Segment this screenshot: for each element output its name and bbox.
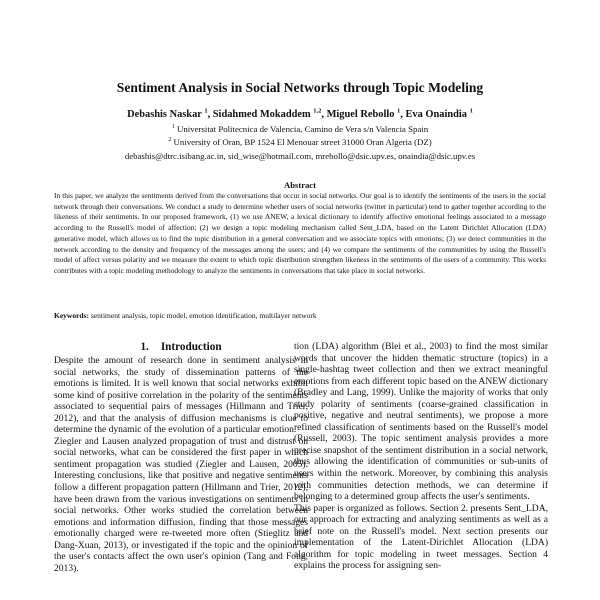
affiliation-text: Universitat Politecnica de Valencia, Camino de Vera s/n Valencia Spain [177,124,429,134]
abstract-heading: Abstract [284,180,316,190]
section-title: Introduction [160,341,222,353]
author-affiliation-mark: 1 [204,107,208,115]
author-affiliation-mark: 1 [397,107,401,115]
author-emails: debashis@dtrc.isibang.ac.in, sid_wise@hotmail.com, mrebollo@dsic.upv.es, onaindia@dsic.upv.es [124,151,476,161]
paper-title: Sentiment Analysis in Social Networks through Topic Modeling [116,80,484,95]
author-affiliation-mark: 1 [469,107,473,115]
abstract-text: In this paper, we analyze the sentiments derived from the conversations that occur in social networks. Our goal is to identify the sentiments of the users in the social network through their conversations. We conduct a study to determine whether users of social networks (twitter in particular) tend to gather together according to the likeness of their sentiments. In our proposed framework, (1) we use ANEW, a lexical dictionary to identify affective emotional feelings associated to a message according to the Russell's model of affection; (2) we design a topic modeling mechanism called Sent_LDA, based on the Latent Dirichlet Allocation (LDA) generative model, which allows us to find the topic distribution in a general conversation and we associate topics with emotions; (3) we detect communities in the network according to the density and frequency of the messages among the users; and (4) we compare the sentiments of the communities by using the Russell's model of affect versus polarity and we measure the extent to which topic distribution strengthen likeness in the sentiments of the users of a community. This works contributes with a topic modeling methodology to analyze the sentiments in conversations that take place in social networks. [54,191,546,275]
keywords-label: Keywords: [54,311,89,320]
affiliation-text: University of Oran, BP 1524 El Menouar street 31000 Oran Algeria (DZ) [173,137,432,147]
author-name: Debashis Naskar [127,109,202,120]
right-column [294,341,548,600]
keywords-line [54,311,546,321]
affiliation-mark: 2 [168,137,172,144]
affiliation-mark: 1 [171,124,175,131]
author-name: Eva Onaindia [405,109,467,120]
left-column [54,341,308,600]
section-number: 1. [140,341,149,353]
paragraph: This paper is organized as follows. Section 2. presents Sent_LDA, our approach for extracting and analyzing sentiments as well as a brief note on the Russell's model. Next section presents our implementation of the Latent-Dirichlet Allocation (LDA) algorithm for topic modeling in tweet messages. Section 4 explains the process for assigning sen- [294,502,548,572]
paragraph: Despite the amount of research done in sentiment analysis in social networks, the study of dissemination patterns of the emotions is limited. It is well known that social networks exhibit some kind of positive correlation in the polarity of the sentiments associated to sequential pairs of messages (Hillmann and Trier, 2012), and that the analysis of diffusion mechanisms is clue to determine the dynamic of the evolution of a particular emotion. [54,355,308,436]
author-name: Sidahmed Mokaddem [212,109,311,120]
paragraph: Ziegler and Lausen analyzed propagation of trust and distrust on social networks, what can be considered the first paper in which sentiment propagation was studied (Ziegler and Lausen, 2005). Interesting conclusions, like that positive and negative sentiments follow a different propagation pattern (Hillmann and Trier, 2012), have been drawn from the various investigations on sentiments in social networks. Other works studied the correlation between emotions and information diffusion, finding that those messages emotionally charged were re-tweeted more often (Stieglitz and Dang-Xuan, 2013), or investigated if the topic and the opinion of the user's contacts affect the own user's opinion (Tang and Fong, 2013). [54,435,308,574]
author-affiliation-mark: 1,2 [313,107,322,115]
paragraph: tion (LDA) algorithm (Blei et al., 2003) to find the most similar words that uncover the hidden thematic structure (topics) in a single-hashtag tweet collection and then we extract meaningful emotions from each different topic based on the ANEW dictionary (Bradley and Lang, 1999). Unlike the majority of works that only study polarity of sentiments (coarse-grained classification in positive, negative and neutral sentiments), we propose a more refined classification of sentiments based on the Russell's model (Russell, 2003). The topic sentiment analysis provides a more precise snapshot of the sentiment distribution in a social network, thus allowing the identification of communities or sub-units of users within the network. Moreover, by combining this analysis with communities detection methods, we can determine if belonging to a determined group affects the user's sentiments. [294,341,548,503]
author-list: Debashis Naskar $^1$, Sidahmed Mokaddem $^{1,2}$, Miguel Rebollo $^1$, Eva Onaindia $^1$ [127,107,473,120]
keywords-text: sentiment analysis, topic model, emotion identification, multilayer network [90,311,317,320]
affiliation-1 [0,124,600,135]
affiliation-2 [0,137,600,148]
section-heading-introduction [54,341,308,353]
author-name: Miguel Rebollo [326,109,395,120]
